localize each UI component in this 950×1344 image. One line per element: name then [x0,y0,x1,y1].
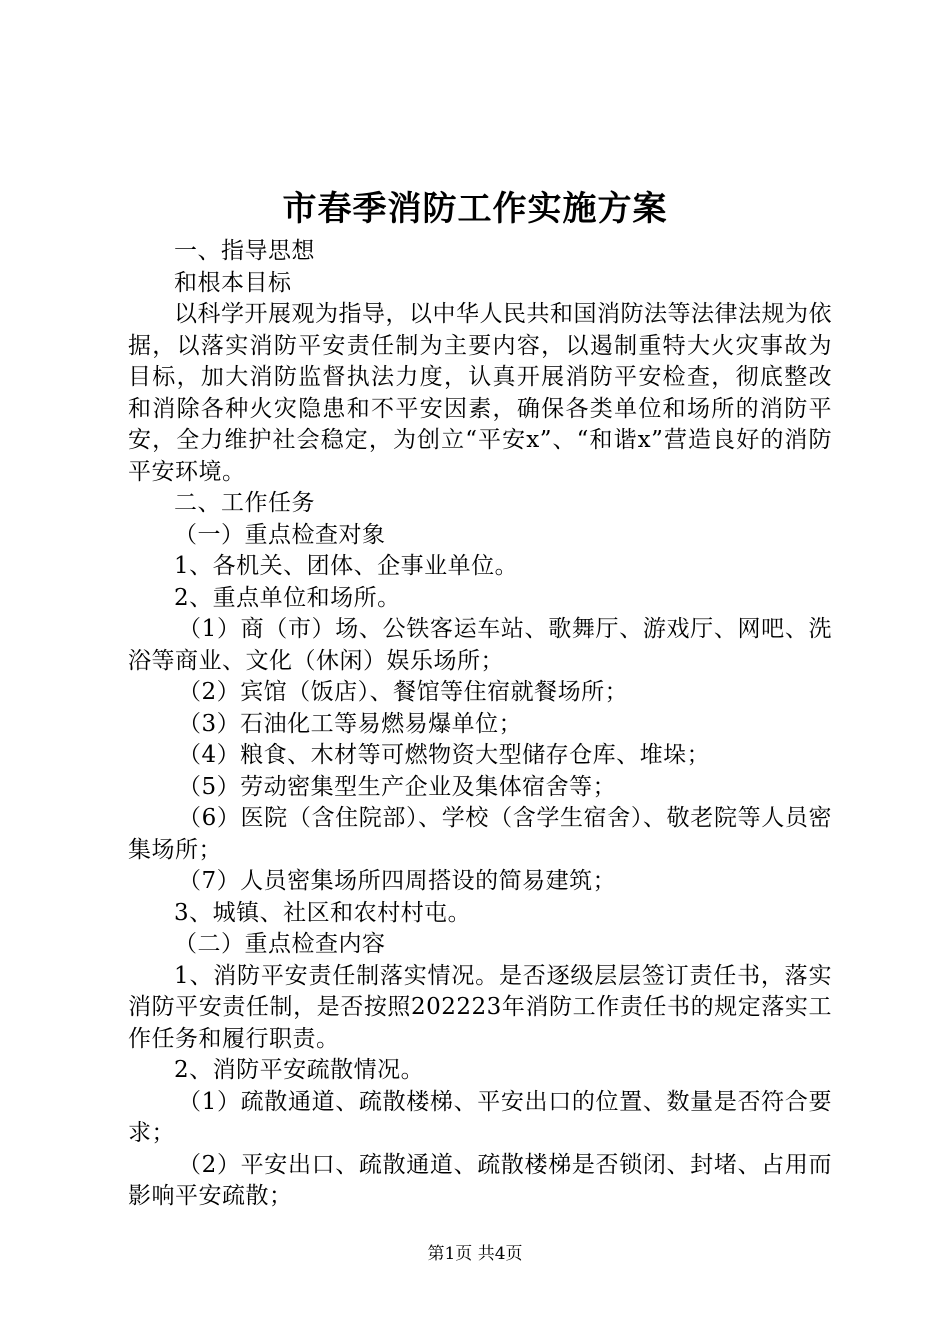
document-title: 市春季消防工作实施方案 [282,189,668,229]
list-item: （6）医院（含住院部）、学校（含学生宿舍）、敬老院等人员密集场所； [128,805,832,863]
list-item: （2）宾馆（饭店）、餐馆等住宿就餐场所； [178,679,629,705]
subsection-heading: （二）重点检查内容 [174,931,386,957]
list-item: 3、城镇、社区和农村村屯。 [174,899,472,926]
list-item: （1）商（市）场、公铁客运车站、歌舞厅、游戏厅、网吧、洗浴等商业、文化（休闲）娱乐场所； [128,616,832,674]
section-subheading: 和根本目标 [174,269,292,296]
page-footer: 第1页 共4页 [427,1244,523,1264]
list-item: （7）人员密集场所四周搭设的简易建筑； [178,868,617,894]
list-item: 2、重点单位和场所。 [174,584,401,611]
list-item: （3）石油化工等易燃易爆单位； [178,710,523,737]
list-item: （5）劳动密集型生产企业及集体宿舍等； [178,773,617,800]
list-item: （2）平安出口、疏散通道、疏散楼梯是否锁闭、封堵、占用而影响平安疏散； [128,1151,832,1209]
paragraph: 以科学开展观为指导，以中华人民共和国消防法等法律法规为依据，以落实消防平安责任制为主要内容，以遏制重特大火灾事故为目标，加大消防监督执法力度，认真开展消防平安检查，彻底整改和消除各种火灾隐患和不平安因素，确保各类单位和场所的消防平安，全力维护社会稳定，为创立“平安x”、“和谐x”营造良好的消防平安环境。 [128,301,832,485]
paragraph: 1、消防平安责任制落实情况。是否逐级层层签订责任书，落实消防平安责任制，是否按照202223年消防工作责任书的规定落实工作任务和履行职责。 [128,962,832,1052]
document-body [128,236,832,1213]
section-heading: 一、指导思想 [174,238,315,264]
list-item: （4）粮食、木材等可燃物资大型储存仓库、堆垛； [178,742,711,768]
section-heading: 二、工作任务 [174,490,315,516]
subsection-heading: （一）重点检查对象 [174,521,386,548]
list-item: （1）疏散通道、疏散楼梯、平安出口的位置、数量是否符合要求； [128,1088,832,1146]
list-item: 1、各机关、团体、企事业单位。 [174,553,519,579]
list-item: 2、消防平安疏散情况。 [174,1057,425,1083]
